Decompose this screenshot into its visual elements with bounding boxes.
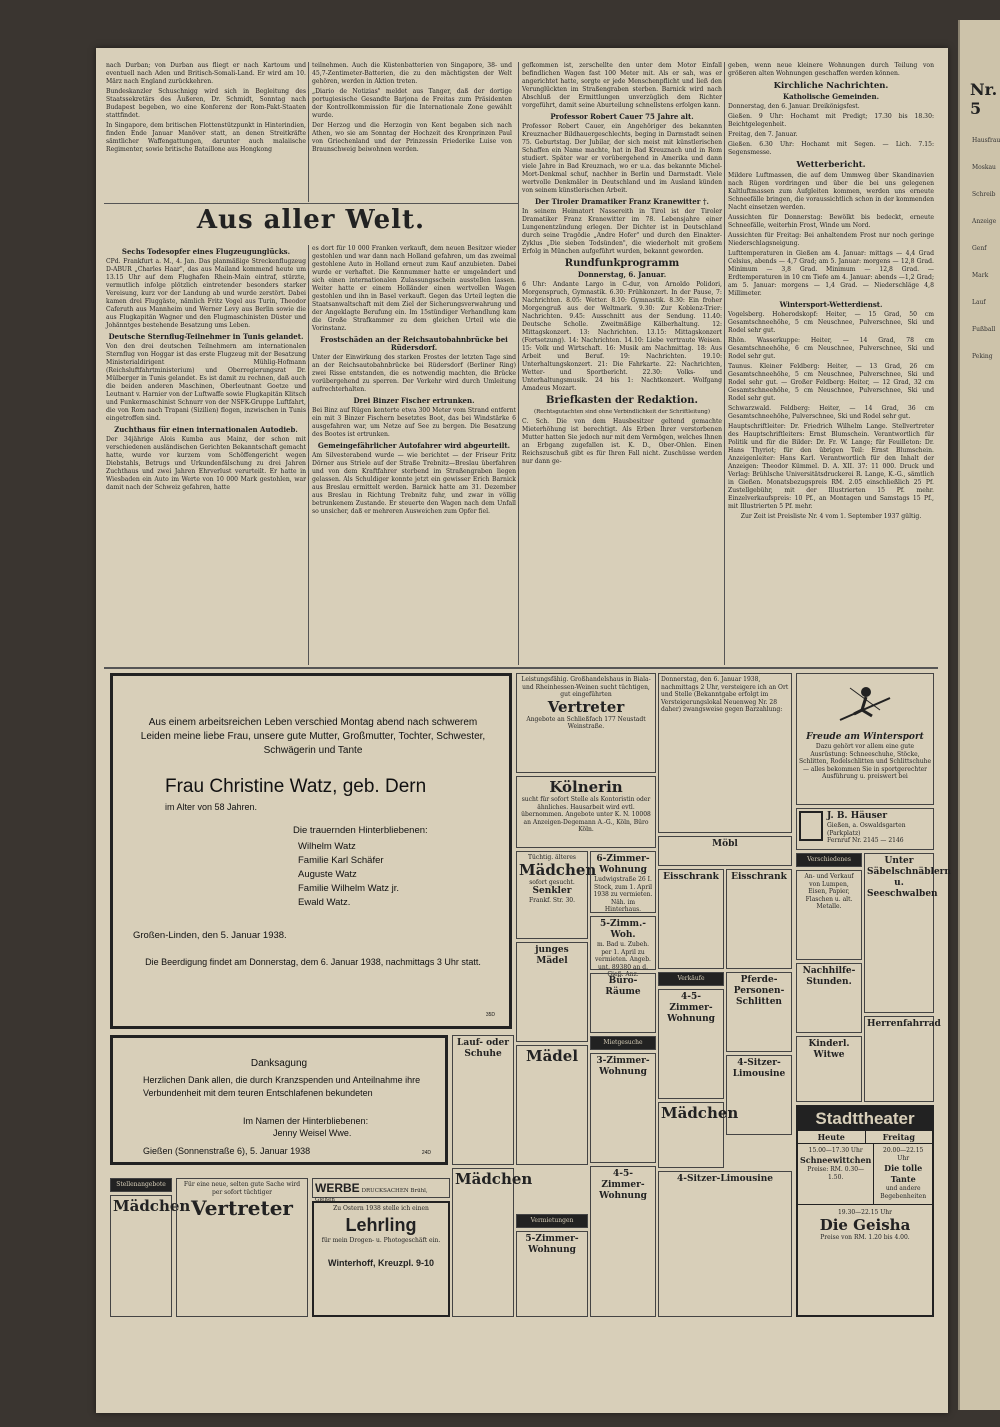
ad-fahrrad[interactable] (864, 1016, 941, 1102)
edge-line: Anzeige (972, 218, 997, 225)
church-subheadline: Katholische Gemeinden. (782, 92, 880, 101)
ad-maedchen[interactable] (516, 851, 597, 939)
thanks-notice (110, 1035, 448, 1165)
show-prices: Preise: RM. 0.30—1.50. (807, 1166, 865, 1181)
ad-headline: Möbl (712, 839, 738, 849)
article-headline: Frostschäden an der Reichsautobahnbrücke bei Rüdersdorf. (320, 335, 508, 352)
edge-line: Mark (972, 272, 989, 279)
ad-6-zimmer[interactable] (590, 851, 656, 913)
ad-text: sucht für sofort Stelle als Kontoristin oder ähnliches. Hausarbeit wird evtl. übernommen. Angebote unter K. N. 10008 an Anzeigen-Degemann A.-G., Köln, Büro Köln. (521, 796, 651, 833)
weather-text: Mildere Luftmassen, die auf dem Ummweg über Skandinavien nach Rügen vordringen und über die bei uns gelegenen Kaltluftmassen zum Aufgleiten kommen, werden uns erneute Schneefälle bringen, die voraussichtlich schon in der kommenden Nacht einsetzen werden. (728, 172, 934, 211)
mourners-title: Die trauernden Hinterbliebenen: (293, 825, 428, 836)
edge-line: Fußball (972, 326, 996, 333)
news-paragraph: teilnehmen. Auch die Küstenbatterien von Singapore, 38- und 45,7-Zentimeter-Batterien, die zu den mächtigsten der Welt gehören, werden in Aktion treten. (312, 62, 512, 85)
deceased-name: Frau Christine Watz, geb. Dern (165, 776, 427, 797)
ad-name: Winterhoff, Kreuzpl. 9-10 (328, 1258, 434, 1268)
article-headline: Drei Binzer Fischer ertrunken. (353, 396, 475, 405)
show-subtitle: und andere Begebenheiten (880, 1185, 927, 1200)
ad-text: Zu Ostern 1938 stelle ich einen (333, 1205, 429, 1212)
article-headline: Gemeingefährlicher Autofahrer wird abgeurteilt. (317, 441, 511, 450)
mourner-name: Familie Wilhelm Watz jr. (298, 883, 399, 894)
ad-nachhilfe[interactable] (796, 963, 862, 1033)
ad-text: An- und Verkauf von Lumpen, Eisen, Papier, Flaschen u. alt. Metalle. (804, 873, 854, 910)
funeral-note: Die Beerdigung findet am Donnerstag, dem 6. Januar 1938, nachmittags 3 Uhr statt. (145, 957, 481, 967)
ad-address: Gießen, a. Oswaldsgarten (Parkplatz) (827, 822, 906, 837)
ad-headline: 6-Zimmer-Wohnung (596, 854, 650, 875)
ad-3-zimmer[interactable] (590, 1053, 656, 1163)
edge-line: Peking (972, 353, 993, 360)
mourner-name: Ewald Watz. (298, 897, 351, 908)
ad-text: Donnerstag, den 6. Januar 1938, nachmittags 2 Uhr, versteigere ich an Ort und Stelle (Bekanntgabe erfolgt im Versteigerungslokal Neuenweg Nr. 28 daher) zwangsweise gegen Barzahlung: (661, 676, 789, 713)
ad-phone: Fernruf Nr. 2145 — 2146 (827, 837, 904, 844)
news-paragraph: In seinem Heimatort Nassereith in Tirol ist der Tiroler Dramatiker Franz Kranewitter im 78. Lebensjahre einer Lungenentzündung erlegen. Der Dichter ist in Deutschland durch seine Tragödie „Andre Hofer" und durch den Einakter-Zyklus „Die sieben Todsünden", die wiederholt mit großem Erfolg in München aufgeführt wurden, bekannt geworden. (522, 208, 722, 255)
edge-line: Schreib (972, 191, 996, 198)
weather-text: Lufttemperaturen in Gießen am 4. Januar: mittags — 4,4 Grad Celsius, abends — 4,7 Grad; am 5. Januar: morgens — 12,8 Grad. Minimum — 3,8 Grad. Minimum — 12,8 Grad. — Erdtemperaturen in 10 cm Tiefe am 4. Januar: abends —1,2 Grad; am 5. Januar: morgens — 1,4 Grad. — Niederschläge 4,8 Millimeter. (728, 250, 934, 297)
ad-5-zimmer-b[interactable] (516, 1231, 588, 1317)
section-label-text: Verschiedenes (807, 856, 851, 863)
theater-title: Stadttheater (798, 1107, 932, 1131)
section-label-mietgesuche (590, 1036, 656, 1050)
wintersport-text: Vogelsberg. Hoherodskopf: Heiter, — 15 Grad, 50 cm Gesamtschneehöhe, 5 cm Neuschnee, Pulverschnee, Ski und Rodel sehr gut. (728, 311, 934, 334)
section-label-stellenangebote (110, 1178, 172, 1192)
theater-day-today: Heute (798, 1131, 866, 1143)
ad-vertreter-wine[interactable] (516, 673, 656, 773)
ad-koelnerin[interactable] (516, 776, 656, 848)
ad-headline: Mädchen (113, 1197, 191, 1215)
ad-werbe[interactable] (312, 1178, 450, 1203)
news-paragraph: Der Herzog und die Herzogin von Kent begaben sich nach Athen, wo sie am Sonntag der Hochzeit des Kronprinzen Paul von Griechenland und der Prinzessin Friederike Luise von Braunschweig beiwohnen werden. (312, 122, 512, 153)
section-label-text: Stellenangebote (116, 1181, 166, 1188)
mourner-name: Wilhelm Watz (298, 841, 356, 852)
section-label-text: Verkäufe (677, 975, 705, 982)
show-prices: Preise von RM. 1.20 bis 4.00. (820, 1234, 910, 1241)
ad-text: Frankf. Str. 30. (528, 897, 576, 904)
church-headline: Kirchliche Nachrichten. (773, 81, 889, 91)
news-paragraph: Professor Robert Cauer, ein Angehöriger des bekannten Kreuznacher Bildhauergeschlechts, beging in Darmstadt seinen 75. Geburtstag. Der Jubilar, der sich meist mit künstlerischen Schaffen ein Name machte, hat in Bad Kreuznach und in Rom studiert. Später war er vorübergehend in Amerika und dann viele Jahre in Bad Kreuznach, wo er u.a. das bekannte Michel-Mort-Denkmal schuf, nachher in Berlin und Darmstadt. Viele wertvolle Denkmäler in Deutschland und im Ausland künden von seinem künstlerischen Arbeit. (522, 123, 722, 194)
ad-text: m. Bad u. Zubeh. per 1. April zu vermieten. Angeb. unt. 89380 an d. Gieß. Anz. (595, 941, 651, 978)
weather-text: Aussichten für Donnerstag: Bewölkt bis bedeckt, erneute Schneefälle, weiterhin Frost, Winde um Nord. (728, 214, 934, 229)
weather-headline: Wetterbericht. (796, 160, 866, 170)
news-column-1 (106, 245, 306, 665)
ad-text: für mein Drogen- u. Photogeschäft ein. (321, 1236, 441, 1244)
show-time: 20.00—22.15 Uhr (883, 1147, 924, 1162)
news-paragraph: geben, wenn neue kleinere Wohnungen durch Teilung von größeren alten Wohnungen geschaffen werden können. (728, 62, 934, 77)
show-title: Schneewittchen (800, 1155, 872, 1165)
ad-headline: WERBE (315, 1181, 360, 1195)
ad-headline: Mädchen (455, 1170, 533, 1188)
news-paragraph: „Diario de Notizias" meldet aus Tanger, daß der dortige portugiesische Gesandte Barjona de Freitas zum Präsidenten der Kontrollkommission für die Internationale Zone gewählt wurde. (312, 88, 512, 119)
section-label-verschiedenes (796, 853, 862, 867)
ad-headline: Mädel (525, 1047, 579, 1065)
top-column-2 (312, 62, 512, 202)
ad-maedel[interactable] (516, 1045, 588, 1165)
article-headline: Zuchthaus für einen internationalen Autodieb. (114, 425, 298, 434)
news-paragraph: nach Durban; von Durban aus fliegt er nach Kartoum und eventuell nach Aden und Britisch-Somali-Land. Er wird am 10. März nach England zurückkehren. (106, 62, 306, 85)
ad-text: Angebote an Schließfach 177 Neustadt Weinstraße. (526, 715, 646, 730)
news-paragraph: Der 34jährige Alois Kumba aus Mainz, der schon mit verschiedenen ausländischen Gerichten Bekanntschaft gemacht hatte, wurde vor kurzem vom Schöffengericht wegen Diebstahls, Betrugs und Urkundenfälschung zu drei Jahren Zuchthaus und zwei Jahren Ehrverlust verurteilt. Er hatte in Wiesbaden ein Auto im Werte von 10 000 Mark gestohlen, war damit nach der Schweiz gefahren, hatte (106, 436, 306, 491)
adjacent-page-edge (958, 20, 1000, 1410)
ad-headline: 3-Zimmer-Wohnung (596, 1056, 650, 1077)
column-divider (308, 62, 309, 202)
wintersport-text: Rhön. Wasserkuppe: Heiter, — 14 Grad, 78 cm Gesamtschneehöhe, 6 cm Neuschnee, Pulverschnee, Ski und Rodel sehr gut. (728, 337, 934, 360)
ad-wintersport[interactable] (796, 673, 934, 805)
ad-code: 24D (421, 1150, 431, 1156)
ad-headline: 4-5-Zimmer-Wohnung (667, 992, 715, 1024)
show-title: Die tolle Tante (884, 1163, 923, 1184)
ad-text: Tüchtig. älteres (527, 854, 577, 861)
wintersport-text: Taunus. Kleiner Feldberg: Heiter, — 13 Grad, 26 cm Gesamtschneehöhe, 5 cm Neuschnee, Pulverschnee, Ski und Rodel sehr gut. — Großer Feldberg: Heiter, — 12 Grad, 32 cm Gesamtschneehöhe, 5 cm Neuschnee, Pulverschnee, Ski und Rodel sehr gut. (728, 363, 934, 402)
ad-name: Senkler (532, 886, 572, 896)
imprint: Hauptschriftleiter: Dr. Friedrich Wilhelm Lange. Stellvertreter des Hauptschriftleiters: Ernst Blumschein. Verantwortlich für Politik und für die Bilder: Dr. Fr. W. Lange; für Feuilleton: Dr. Hans Thyriot; für den übrigen Teil: Ernst Blumschein. Anzeigenleiter: Hans Karl. Verantwortlich für den Inhalt der Anzeigen: Theodor Kümmel. D. A. XII. 37: 11 000. Druck und Verlag: Brühlsche Universitätsdruckerei R. Lange, K.-G., sämtlich in Gießen. Monatsbezugspreis RM. 2.05 einschließlich 25 Pf. Zustellgebühr, mit der Illustrierten 15 Pf. mehr. Einzelverkaufspreis: 10 Pf., an Montagen und Samstags 15 Pf., mit Illustrierten 5 Pf. mehr. (728, 423, 934, 510)
article-headline: Deutsche Sternflug-Teilnehmer in Tunis gelandet. (108, 332, 304, 341)
theater-day-friday: Freitag (882, 1132, 915, 1142)
thanks-place-date: Gießen (Sonnenstraße 6), 5. Januar 1938 (143, 1146, 311, 1156)
ad-headline: 4-Sitzer-Limousine (732, 1058, 786, 1079)
ad-text: Leistungsfähig. Großhandelshaus in Biala- und Rheinhessen-Weinen sucht tüchtigen, gut eingeführten (521, 676, 651, 698)
column-divider (724, 62, 725, 665)
mourner-name: Familie Karl Schäfer (298, 855, 384, 866)
ad-maedchen-4[interactable] (452, 1168, 533, 1317)
top-column-1 (106, 62, 306, 202)
ad-haeuser[interactable] (796, 808, 934, 850)
wintersport-headline: Wintersport-Wetterdienst. (779, 300, 883, 309)
price-list-note: Zur Zeit ist Preisliste Nr. 4 vom 1. September 1937 gültig. (740, 513, 922, 520)
ad-book[interactable] (864, 853, 951, 1013)
show-title: Die Geisha (819, 1216, 911, 1234)
church-text: Gießen. 6.30 Uhr: Hochamt mit Segen. — Lich. 7.15: Segensmesse. (728, 141, 934, 156)
edge-line: Genf (972, 245, 987, 252)
mailbox-text: C. Sch. Die von dem Hausbesitzer geltend gemachte Mieterhöhung ist berechtigt. Als Erben Ihrer verstorbenen Mutter hatten Sie jedoch nur mit dem Vermögen, welches Ihnen an Erbgang zugefallen ist. K. D., Ober-Ohlen. Einen Reichszuschuß gibt es für Ihren Fall nicht. Zuschüsse werden nur dann ge- (522, 418, 722, 465)
ad-text: Ludwigstraße 26 I. Stock, zum 1. April 1938 zu vermieten. Näh. im Hinterhaus. (593, 876, 653, 913)
page-number: Nr. 5 (970, 80, 998, 118)
theater-ad[interactable] (796, 1105, 934, 1317)
article-headline: Professor Robert Cauer 75 Jahre alt. (550, 112, 694, 121)
edge-line: Hausfrau (972, 137, 1000, 144)
skier-illustration-icon (820, 680, 910, 730)
ad-headline: Unter Säbelschnäblern u. Seeschwalben (867, 856, 951, 899)
ad-headline: Pferde-Personen-Schlitten (733, 975, 785, 1007)
weather-text: Aussichten für Freitag: Bei anhaltendem Frost nur noch geringe Niederschlagsneigung. (728, 232, 934, 247)
radio-headline: Rundfunkprogramm (564, 258, 680, 269)
ad-bueroraeume[interactable] (590, 973, 656, 1033)
section-label-text: Mietgesuche (603, 1039, 643, 1046)
ad-headline: Kölnerin (549, 778, 623, 796)
ad-headline: Eisschrank (731, 872, 787, 882)
ad-limousine[interactable] (726, 1055, 792, 1135)
thanks-text: Herzlichen Dank allen, die durch Kranzspenden und Anteilnahme ihre Verbundenheit mit dem teuren Entschlafenen bekundeten (143, 1075, 421, 1098)
section-label-text: Vermietungen (530, 1217, 574, 1224)
ad-headline: 5-Zimm.-Woh. (600, 919, 646, 940)
ad-eisschrank[interactable] (726, 869, 792, 969)
ad-headline: Vertreter (547, 697, 625, 716)
edge-line: Lauf (972, 299, 986, 306)
news-paragraph: es dort für 10 000 Franken verkauft, dem neuen Besitzer wieder gestohlen und war dann nach Holland gefahren, um das zweimal gestohlene Auto in Holland erneut zum Kauf anzubieten. Dabei wurde er verhaftet. Die Kennummer hatte er umgeändert und sich einen internationalen Zulassungsschein ausstellen lassen. Weiter hatte er einem Holländer einen wertvollen Wagen gestohlen und ihn in Basel verkauft. Gegen das Urteil legten die Staatsanwaltschaft mit dem Ziel der Sicherungsverwahrung und der Angeklagte Berufung ein. Im 15stündiger Verhandlung kam die Große Strafkammer zu dem gleichen Urteil wie die Vorinstanz. (312, 245, 516, 332)
ad-5-zimmer[interactable] (590, 916, 656, 978)
ad-ankauf[interactable] (796, 870, 862, 960)
mailbox-headline: Briefkasten der Redaktion. (546, 395, 698, 406)
ad-headline: Büro-Räume (605, 976, 641, 997)
thanks-signature: Jenny Weisel Wwe. (273, 1128, 352, 1138)
obituary-place-date: Großen-Linden, den 5. Januar 1938. (133, 930, 287, 941)
ad-laufschuhe[interactable] (452, 1035, 514, 1165)
ad-junges-maedel[interactable] (516, 942, 588, 1042)
section-rule (104, 667, 938, 669)
article-headline: Der Tiroler Dramatiker Franz Kranewitter †. (535, 197, 709, 206)
article-headline: Sechs Todesopfer eines Flugzeugunglücks. (121, 247, 291, 256)
news-paragraph: Unter der Einwirkung des starken Frostes der letzten Tage sind an der Reichsautobahnbrücke bei Rüdersdorf (Berliner Ring) zwei Risse entstanden, die es notwendig machten, die Brücke vorübergehend zu sperren. Der Verkehr wird durch Umleitung aufrechterhalten. (312, 354, 516, 393)
ad-witwe[interactable] (796, 1036, 862, 1102)
ad-maedchen-3[interactable] (658, 1102, 739, 1168)
ad-headline: Herrenfahrrad (867, 1019, 941, 1029)
ad-headline: 4-Sitzer-Limousine (677, 1174, 773, 1184)
ad-moebel[interactable] (658, 836, 792, 866)
ad-headline: 4-5-Zimmer-Wohnung (599, 1169, 647, 1201)
news-column-4 (728, 62, 934, 665)
section-label-vermietungen (516, 1214, 588, 1228)
news-paragraph: CPd. Frankfurt a. M., 4. Jan. Das planmäßige Streckenflugzeug D-ABUR „Charles Haar", das aus Mailand kommend heute um 13.15 Uhr auf dem Flughafen Rhein-Main eintraf, stürzte, vermutlich infolge plötzlich eintretender besonders starker Vereisung, kurz vor der Landung ab und wurde zerstört. Dabei kamen drei Fluggäste, nämlich Fritz Vogel aus Turin, Theodor Caferuth aus Mannheim und Werner Levy aus Berlin sowie die aus Flugkapitän Wagner und den Flugmaschinisten Düster und Johänntges bestehende Besatzung ums Leben. (106, 258, 306, 329)
ad-lehrling[interactable] (312, 1201, 450, 1317)
column-divider (308, 245, 309, 665)
ad-45-zimmer[interactable] (658, 989, 724, 1099)
ad-text: DRUCKSACHEN Brühl, Gießen (315, 1188, 428, 1203)
thanks-title: Danksagung (250, 1058, 308, 1069)
news-paragraph: In Singapore, dem britischen Flottenstützpunkt in Hinterindien, finden Ende Januar Manöver statt, an denen Streitkräfte sämtlicher Waffengattungen, darunter auch malaiische Regimenter, sowie britische Bataillone aus Hongkong (106, 122, 306, 153)
news-paragraph: Von den drei deutschen Teilnehmern am internationalen Sternflug von Hoggar ist das erste Flugzeug mit der Besatzung Ministerialdirigent Mühlig-Hofmann (Reichsluftfahrtministerium) und Oberregierungsrat Dr. Mülberger in Tunis gelandet. Es ist damit zu rechnen, daß auch die beiden anderen Maschinen, Oberleutnant Goetze und Leutnant v. Harnier von der Luftwaffe sowie Flugkapitän Klitsch und Funkermaschinist Schnurr von der NSFK-Gruppe Luftfahrt, die von Rom nach Trapani (Sizilien) flogen, inzwischen in Tunis eingetroffen sind. (106, 343, 306, 422)
ad-text: Dazu gehört vor allem eine gute Ausrüstung: Schneeschuhe, Stöcke, Schlitten, Rodelschlitten und Schlittschuhe — alles bekommen Sie in sportgerechter Ausführung u. preiswert bei (799, 743, 932, 780)
haeuser-logo-icon (799, 811, 823, 841)
church-text: Gießen. 9 Uhr: Hochamt mit Predigt; 17.30 bis 18.30: Beichtgelegenheit. (728, 113, 934, 128)
ad-headline: Eisschrank (663, 872, 719, 882)
ad-moebl-zimmer[interactable] (658, 869, 724, 969)
ad-maedchen-2[interactable] (110, 1195, 191, 1317)
section-label-verkaeufe (658, 972, 724, 986)
ad-45-zimmer-b[interactable] (590, 1166, 656, 1317)
edge-line: Moskau (972, 164, 996, 171)
radio-program: 6 Uhr: Andante Largo in C-dur, von Arnoldo Polidori, Morgenspruch, Gymnastik. 6.30: Frühkonzert. In der Pause, 7: Nachrichten. 8.05: Wetter. 8.10: Gymnastik. 8.30: Ein froher Morgengruß aus der Weltmark. 9.30: Zur Koblenz-Trier: Nachrichten. 9.45: Ausschnitt aus der Sendung. 11.40: Deutsche Scholle. Zweitmäßige Kälberhaltung. 12: Mittagskonzert. 13: Nachrichten. 13.15: Mittagskonzert (Fortsetzung). 14: Nachrichten. 14.10: Liebe vertraute Weisen. 15: Volk und Wirtschaft. 16: Musik am Nachmittag. 18: Aus Arbeit und Beruf. 19: Nachrichten. 19.10: Unterhaltungskonzert. 21: Die Fahrkarte. 22: Nachrichten, Wetter- und Sportbericht. 22.30: Volks- und Unterhaltungsmusik. 24 bis 1: Nachtkonzert. Wolfgang Amadeus Mozart. (522, 281, 722, 392)
ad-headline: Mädchen (519, 860, 597, 879)
obituary-intro: Aus einem arbeitsreichen Leben verschied Montag abend nach schwerem Leiden meine liebe Frau, unsere gute Mutter, Großmutter, Tochter, Schwester, Schwägerin und Tante (140, 717, 486, 756)
news-column-3 (522, 62, 722, 665)
ad-headline: Freude am Wintersport (806, 732, 924, 742)
ad-vertreter-2[interactable] (176, 1178, 308, 1317)
ad-misc-bottom[interactable] (658, 1171, 792, 1317)
ad-headline: Nachhilfe-Stunden. (802, 966, 856, 987)
news-paragraph: gefkommen ist, zerschellte den unter dem Motor Einfall befindlichen Wagen fast 100 Meter mit. Als er sah, was er angerichtet hatte, sorgte er jede Menschenpflicht und ließ den Verunglückten im Straßengraben sterben. Barnick wird nach Abschluß der Ermittlungen unverzüglich dem Richter vorgeführt, damit seine Aburteilung schnellstens erfolgen kann. (522, 62, 722, 109)
ad-headline: 5-Zimmer-Wohnung (525, 1234, 579, 1255)
ad-headline: Vertreter (191, 1196, 293, 1220)
church-text: Donnerstag, den 6. Januar. Dreikönigsfest. (728, 103, 860, 110)
ad-headline: Mädchen (661, 1104, 739, 1122)
mourner-name: Auguste Watz (298, 869, 357, 880)
deceased-age: im Alter von 58 Jahren. (165, 802, 258, 812)
radio-date: Donnerstag, 6. Januar. (577, 270, 667, 279)
section-headline: Aus aller Welt. (196, 205, 426, 235)
ad-headline: Lauf- oder Schuhe (457, 1038, 509, 1059)
ad-pferde-schlitten[interactable] (726, 972, 792, 1052)
section-rule (104, 203, 518, 204)
wintersport-text: Schwarzwald. Feldberg: Heiter, — 14 Grad, 36 cm Gesamtschneehöhe, Pulverschnee, Ski und Rodel sehr gut. (728, 405, 934, 420)
obituary-box (110, 673, 512, 1029)
ad-code: 35D (485, 1012, 495, 1018)
church-text: Freitag, den 7. Januar. (728, 131, 798, 138)
ad-text: Für eine neue, selten gute Sache wird per sofort tüchtiger (183, 1181, 301, 1196)
news-paragraph: Bundeskanzler Schuschnigg wird sich in Begleitung des Staatssekretärs des Äußeren, Dr. Schmidt, Sonntag nach Budapest begeben, wo eine Konferenz der Rom-Pakt-Staaten stattfindet. (106, 88, 306, 119)
column-divider (518, 62, 519, 665)
show-time: 15.00—17.30 Uhr (808, 1147, 863, 1154)
mailbox-subtitle: (Rechtsgutachten sind ohne Verbindlichkeit der Schriftleitung) (534, 409, 710, 415)
ad-auction[interactable] (658, 673, 792, 833)
ad-headline: Kinderl. Witwe (808, 1039, 850, 1060)
ad-headline: Lehrling (345, 1214, 417, 1235)
ad-text: sofort gesucht. (529, 878, 575, 886)
news-column-2 (312, 245, 516, 665)
show-time: 19.30—22.15 Uhr (837, 1209, 893, 1216)
ad-headline: junges Mädel (535, 945, 569, 966)
thanks-signature-label: Im Namen der Hinterbliebenen: (243, 1116, 369, 1126)
news-paragraph: Bei Binz auf Rügen kenterte etwa 300 Meter vom Strand entfernt ein mit 3 Binzer Fischern besetztes Boot, das bei Windstärke 6 ausgefahren war, um Netze auf See zu bergen. Die Besatzung des Bootes ist ertrunken. (312, 407, 516, 438)
news-paragraph: Am Silvesterabend wurde — wie berichtet — der Friseur Fritz Dörner aus Striele auf der Straße Trebnitz—Breslau überfahren und von dem Kraftfahrer sterbend im Straßengraben liegen gelassen. Als Schuldiger konnte jetzt ein gewisser Erich Barnick aus Breslau ermittelt werden. Barnick hatte am 31. Dezember aus Breslau in Richtung Trebnitz fuhr, und zwar in völlig betrunkenem Zustande. Er steuerte den Wagen nach dem Unfall so unsicher, daß er mehreren Ausweichen zum Opfer fiel. (312, 452, 516, 515)
ad-headline: J. B. Häuser (827, 811, 888, 821)
